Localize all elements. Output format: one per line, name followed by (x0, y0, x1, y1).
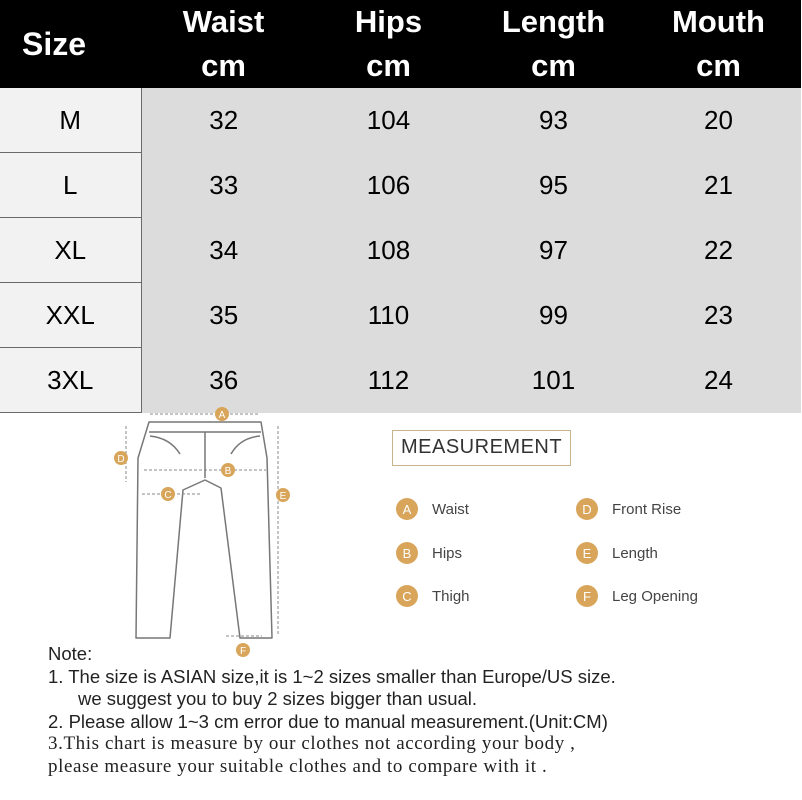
length-cell: 97 (471, 218, 636, 283)
legend-item-front-rise (576, 497, 681, 521)
left-pocket-line (150, 436, 180, 454)
mouth-cell: 20 (636, 88, 801, 153)
pants-outline (136, 422, 272, 638)
marker-c (161, 487, 175, 501)
marker-b (221, 463, 235, 477)
note-line-3-continued: please measure your suitable clothes and to compare with it . (48, 755, 548, 777)
length-cell: 99 (471, 283, 636, 348)
legend-label: Waist (432, 500, 469, 518)
length-cell: 101 (471, 348, 636, 413)
table-row (0, 348, 801, 413)
note-line-1: 1. The size is ASIAN size,it is 1~2 sizes smaller than Europe/US size. (48, 665, 616, 687)
waist-cell: 32 (141, 88, 306, 153)
diagram-markers (114, 407, 290, 657)
length-cell: 93 (471, 88, 636, 153)
marker-f-letter: F (239, 646, 247, 657)
legend-label: Thigh (432, 587, 470, 605)
header-waist-unit: cm (201, 48, 246, 83)
legend-label: Front Rise (612, 500, 682, 518)
table-row (0, 283, 801, 348)
waist-cell: 36 (141, 348, 306, 413)
notes-heading: Note: (48, 643, 93, 664)
legend-item-waist (396, 497, 469, 521)
marker-a (215, 407, 229, 421)
marker-e (276, 488, 290, 502)
table-row (0, 218, 801, 283)
marker-d (114, 451, 128, 465)
marker-d-letter: D (117, 454, 125, 465)
hips-cell: 104 (306, 88, 471, 153)
header-waist-label: Waist (182, 4, 265, 39)
notes-section (48, 643, 616, 778)
legend-badge: F (576, 585, 598, 607)
hips-cell: 108 (306, 218, 471, 283)
waist-cell: 34 (141, 218, 306, 283)
mouth-cell: 22 (636, 218, 801, 283)
measurement-title: MEASUREMENT (392, 430, 571, 466)
legend-badge: E (576, 542, 598, 564)
size-cell: 3XL (0, 348, 141, 413)
legend-badge: A (396, 498, 418, 520)
mouth-cell: 21 (636, 153, 801, 218)
size-cell: M (0, 88, 141, 153)
length-cell: 95 (471, 153, 636, 218)
legend-label: Hips (432, 544, 463, 562)
marker-c-letter: C (164, 490, 172, 501)
legend-item-leg-opening (576, 584, 698, 608)
waist-cell: 33 (141, 153, 306, 218)
marker-b-letter: B (224, 466, 232, 477)
legend-label: Length (612, 544, 658, 562)
hips-cell: 110 (306, 283, 471, 348)
legend-badge: C (396, 585, 418, 607)
hips-cell: 112 (306, 348, 471, 413)
size-cell: XXL (0, 283, 141, 348)
table-header-row (0, 0, 801, 88)
mouth-cell: 23 (636, 283, 801, 348)
header-hips-label: Hips (354, 4, 423, 39)
note-line-1-continued: we suggest you to buy 2 sizes bigger than usual. (78, 688, 478, 709)
header-waist (141, 0, 306, 88)
header-mouth-unit: cm (696, 48, 741, 83)
legend-item-length (576, 541, 658, 565)
hips-cell: 106 (306, 153, 471, 218)
table-row (0, 88, 801, 153)
legend-badge: D (576, 498, 598, 520)
size-cell: XL (0, 218, 141, 283)
marker-e-letter: E (279, 491, 287, 502)
legend-label: Leg Opening (612, 587, 698, 605)
header-mouth (636, 0, 801, 88)
header-hips (306, 0, 471, 88)
size-cell: L (0, 153, 141, 218)
legend-item-hips (396, 541, 462, 565)
table-row (0, 153, 801, 218)
marker-a-letter: A (218, 410, 226, 421)
header-length-label: Length (501, 4, 606, 39)
note-line-3: 3.This chart is measure by our clothes not according your body , (48, 733, 576, 754)
header-mouth-label: Mouth (672, 4, 765, 39)
header-size: Size (0, 0, 141, 88)
waist-cell: 35 (141, 283, 306, 348)
header-length-unit: cm (531, 48, 576, 83)
legend-item-thigh (396, 584, 470, 608)
legend-badge: B (396, 542, 418, 564)
mouth-cell: 24 (636, 348, 801, 413)
header-hips-unit: cm (366, 48, 411, 83)
note-line-2: 2. Please allow 1~3 cm error due to manual measurement.(Unit:CM) (48, 710, 608, 732)
header-length (471, 0, 636, 88)
right-pocket-line (231, 436, 260, 454)
